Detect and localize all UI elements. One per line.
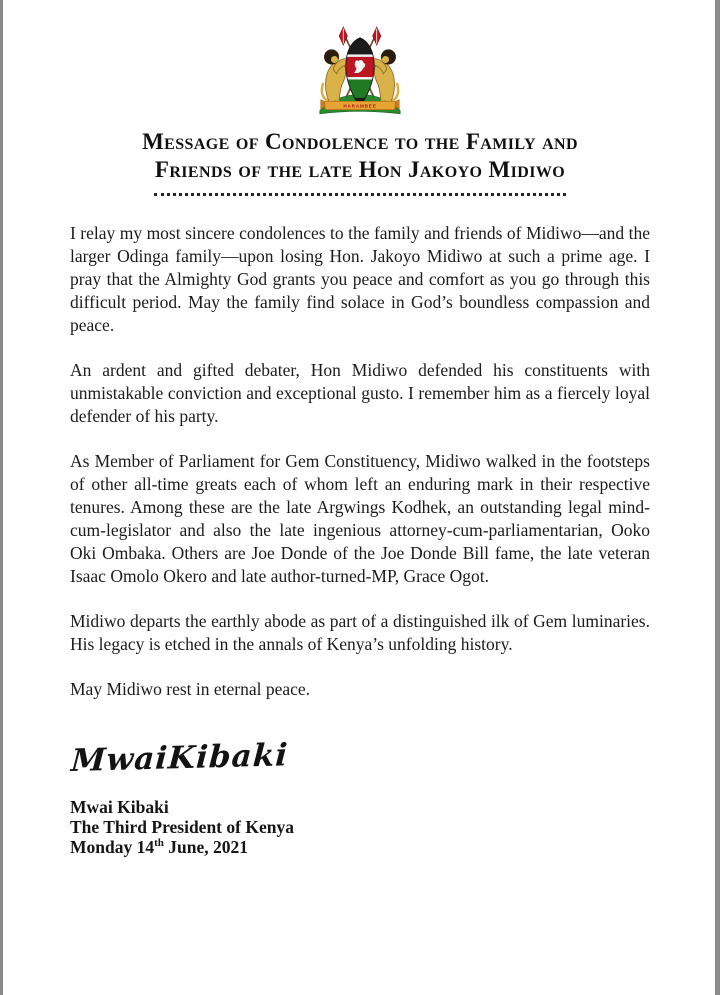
- document-title: [70, 128, 650, 184]
- document-title-line2: Friends of the late Hon Jakoyo Midiwo: [154, 157, 566, 182]
- paragraph-parliament: As Member of Parliament for Gem Constituency, Midiwo walked in the footsteps of other all-time greats each of whom left an enduring mark in their respective tenures. Among these are the late Argwings Kodhek, an outstanding legal mind-cum-legislator and also the late ingenious attorney-cum-parliamentarian, Ooko Oki Ombaka. Others are Joe Donde of the Joe Donde Bill fame, the late veteran Isaac Omolo Okero and late author-turned-MP, Grace Ogot.: [70, 451, 650, 586]
- emblem-container: [70, 26, 650, 118]
- document-title-line1: Message of Condolence to the Family and: [142, 129, 578, 154]
- paragraph-debater: An ardent and gifted debater, Hon Midiwo defended his constituents with unmistakable conviction and exceptional gusto. I remember him as a fiercely loyal defender of his party.: [70, 360, 650, 426]
- motto-text: HARAMBEE: [343, 103, 377, 109]
- signer-block: [70, 797, 650, 857]
- paragraph-legacy: Midiwo departs the earthly abode as part of a distinguished ilk of Gem luminaries. His legacy is etched in the annals of Kenya’s unfolding history.: [70, 611, 650, 654]
- kenya-coat-of-arms-icon: [301, 26, 419, 118]
- paragraph-rest-in-peace: May Midiwo rest in eternal peace.: [70, 679, 311, 699]
- scan-edge-left: [0, 0, 3, 995]
- signature-handwriting: MwaiKibaki: [70, 737, 290, 779]
- signer-date-ordinal: th: [154, 837, 164, 850]
- signer-date: [70, 837, 650, 857]
- letter-body: [70, 222, 650, 701]
- scan-edge-right: [715, 0, 720, 995]
- signer-title: The Third President of Kenya: [70, 817, 294, 837]
- signer-date-rest: June, 2021: [163, 837, 248, 857]
- signer-date-main: Monday 14: [70, 837, 155, 857]
- signer-name: Mwai Kibaki: [70, 797, 169, 817]
- paragraph-condolences: I relay my most sincere condolences to the family and friends of Midiwo—and the larger Odinga family—upon losing Hon. Jakoyo Midiwo at such a prime age. I pray that the Almighty God grants you peace and comfort as you go through this difficult period. May the family find solace in God’s boundless compassion and peace.: [70, 223, 650, 335]
- dotted-divider: [154, 193, 566, 196]
- motto-banner: [321, 100, 400, 110]
